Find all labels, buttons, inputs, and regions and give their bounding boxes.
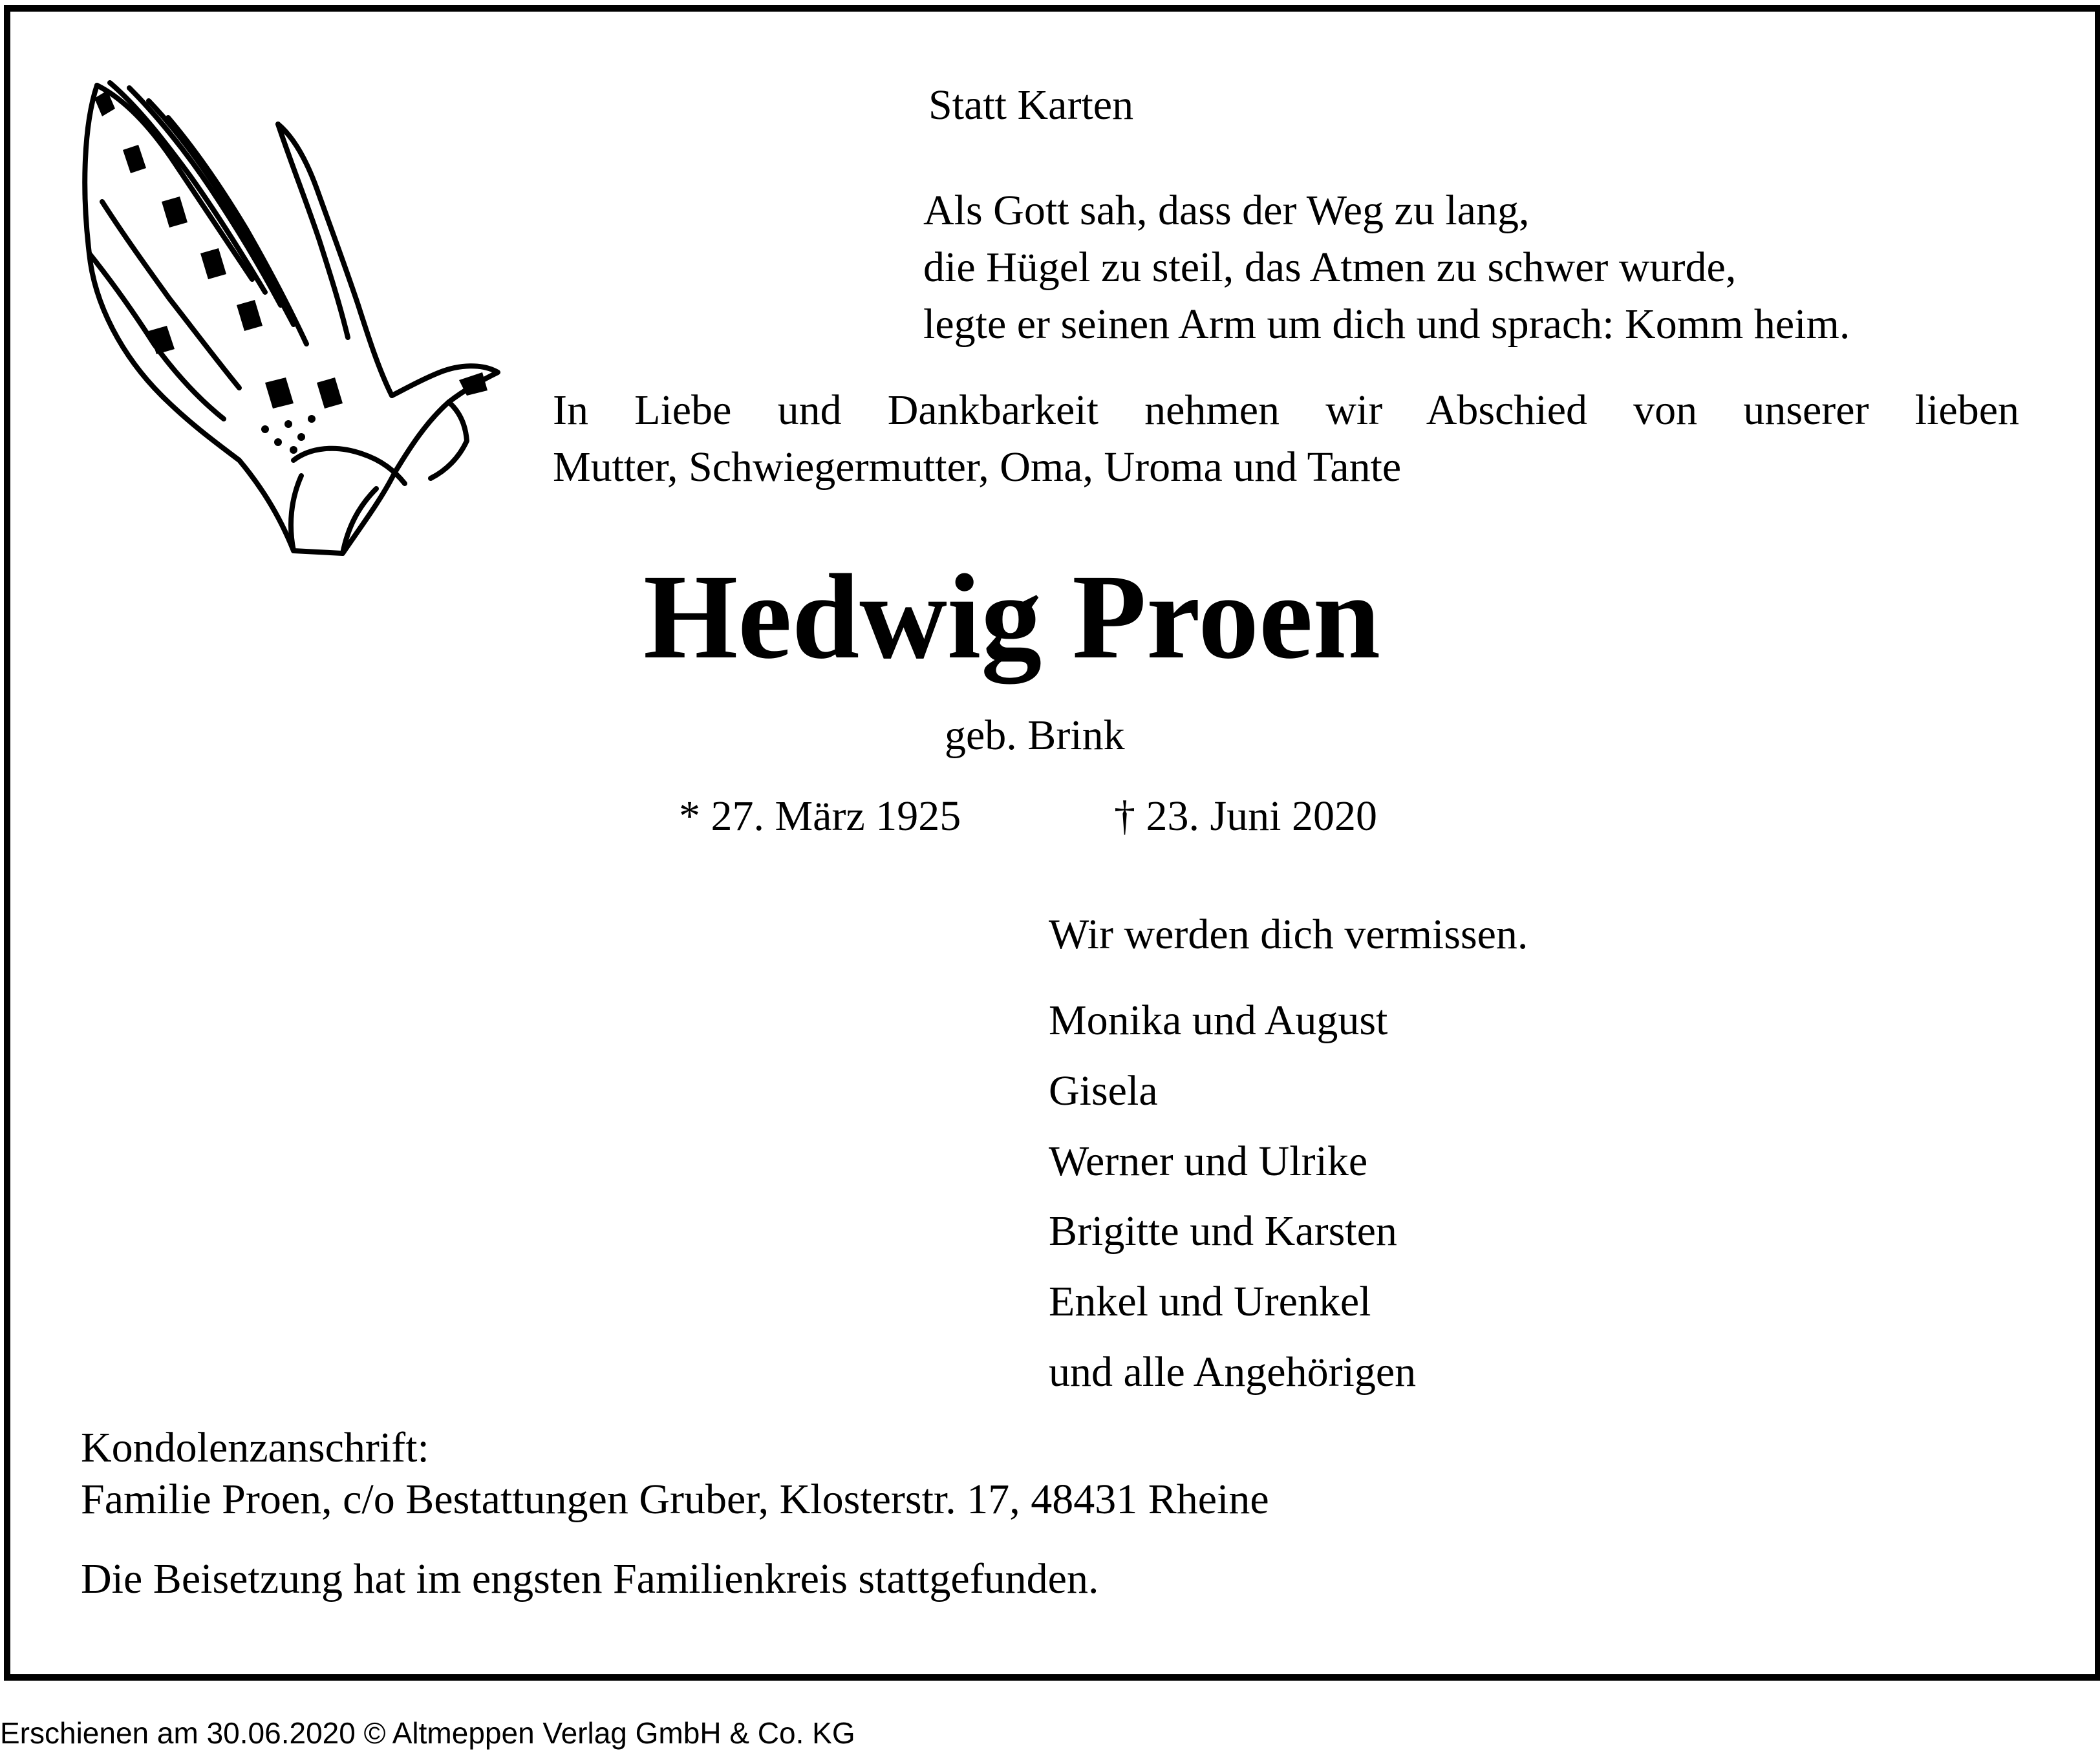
mourner: Enkel und Urenkel [1049,1278,1371,1325]
publication-credit: Erschienen am 30.06.2020 © Altmeppen Verlag GmbH & Co. KG [0,1716,855,1750]
intro-line: Mutter, Schwiegermutter, Oma, Uroma und Tante [553,443,1402,491]
death-date: † 23. Juni 2020 [1114,792,1378,840]
mourner: Gisela [1049,1067,1158,1114]
mourner: Brigitte und Karsten [1049,1207,1397,1255]
condolence-label: Kondolenzanschrift: [81,1424,429,1471]
intro-line: In Liebe und Dankbarkeit nehmen wir Abschied von unserer lieben [553,387,2019,434]
mourner: Monika und August [1049,997,1388,1044]
maiden-name: geb. Brink [945,712,1125,759]
poem-line: Als Gott sah, dass der Weg zu lang, [923,187,1530,234]
closing-line: Wir werden dich vermissen. [1049,911,1528,958]
mourner: und alle Angehörigen [1049,1348,1417,1396]
burial-note: Die Beisetzung hat im engsten Familienkreis stattgefunden. [81,1555,1099,1602]
birth-date: * 27. März 1925 [679,792,961,840]
mourner: Werner und Ulrike [1049,1138,1368,1185]
condolence-address: Familie Proen, c/o Bestattungen Gruber, Klosterstr. 17, 48431 Rheine [81,1476,1269,1523]
header-statt-karten: Statt Karten [928,81,1134,129]
praying-hands-icon [71,72,511,564]
poem-line: die Hügel zu steil, das Atmen zu schwer wurde, [923,244,1737,291]
poem-line: legte er seinen Arm um dich und sprach: Komm heim. [923,301,1850,348]
deceased-name: Hedwig Proen [643,549,1381,684]
